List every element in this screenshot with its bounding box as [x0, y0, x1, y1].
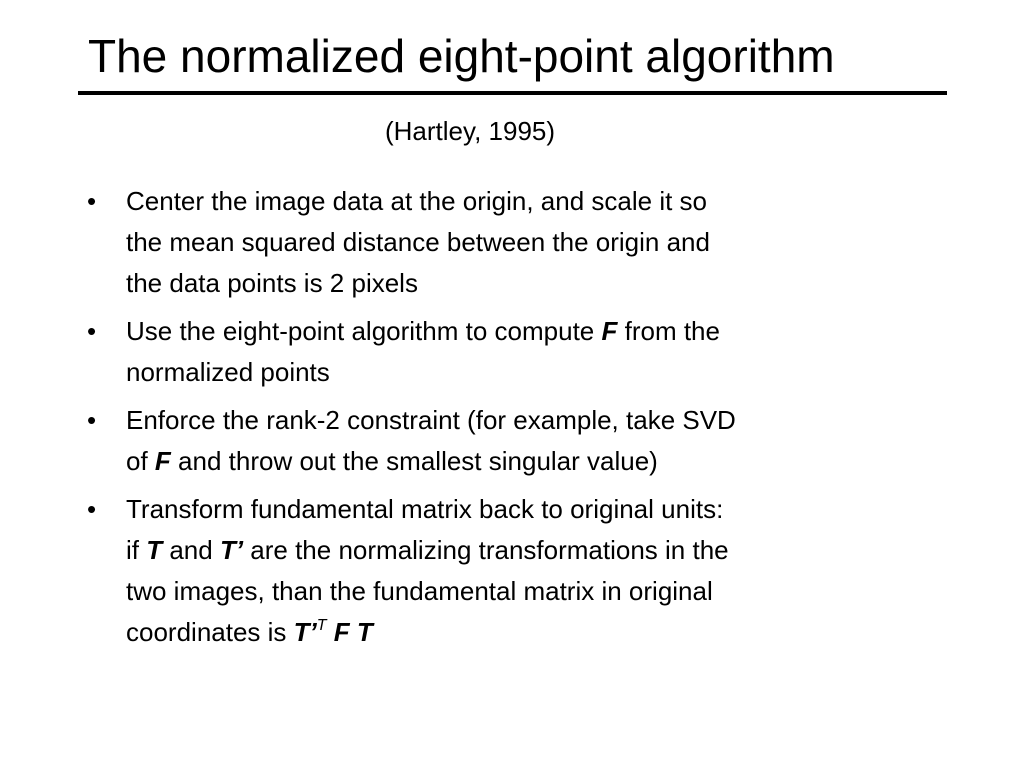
citation: (Hartley, 1995): [385, 116, 556, 146]
bullet-compute-f: [85, 311, 945, 393]
bullet-line: two images, than the fundamental matrix in original: [126, 576, 713, 606]
text-run: and: [162, 535, 220, 565]
text-run: of: [126, 446, 155, 476]
bullet-list: [85, 181, 945, 660]
text-run: if: [126, 535, 147, 565]
math-symbol: F: [601, 316, 618, 346]
title-underline: [78, 91, 947, 95]
text-run: are the normalizing transformations in the: [243, 535, 729, 565]
bullet-line: Center the image data at the origin, and scale it so: [126, 186, 708, 216]
bullet-transform-back: [85, 489, 945, 653]
bullet-line: [126, 612, 945, 653]
bullet-center-data: [85, 181, 945, 304]
bullet-line: the data points is 2 pixels: [126, 268, 418, 298]
math-symbol: T’: [219, 535, 244, 565]
bullet-marker: •: [87, 316, 97, 346]
bullet-line: [126, 441, 945, 482]
slide-title: The normalized eight-point algorithm: [88, 30, 835, 82]
bullet-marker: •: [87, 186, 97, 216]
text-run: Use the eight-point algorithm to compute: [126, 316, 602, 346]
bullet-marker: •: [87, 494, 97, 524]
bullet-line: Enforce the rank-2 constraint (for example, take SVD: [126, 405, 736, 435]
math-symbol: F: [154, 446, 171, 476]
text-run: from the: [617, 316, 720, 346]
bullet-line: [126, 530, 945, 571]
math-symbol: T’: [293, 617, 317, 647]
bullet-rank-constraint: [85, 400, 945, 482]
bullet-line: Transform fundamental matrix back to original units:: [126, 494, 724, 524]
bullet-line: [126, 311, 945, 352]
superscript: T: [316, 617, 327, 634]
text-run: and throw out the smallest singular value): [170, 446, 658, 476]
bullet-line: normalized points: [126, 357, 330, 387]
bullet-line: the mean squared distance between the origin and: [126, 227, 710, 257]
bullet-marker: •: [87, 405, 97, 435]
math-symbol: F T: [333, 617, 373, 647]
math-symbol: T: [146, 535, 163, 565]
text-run: coordinates is: [126, 617, 294, 647]
